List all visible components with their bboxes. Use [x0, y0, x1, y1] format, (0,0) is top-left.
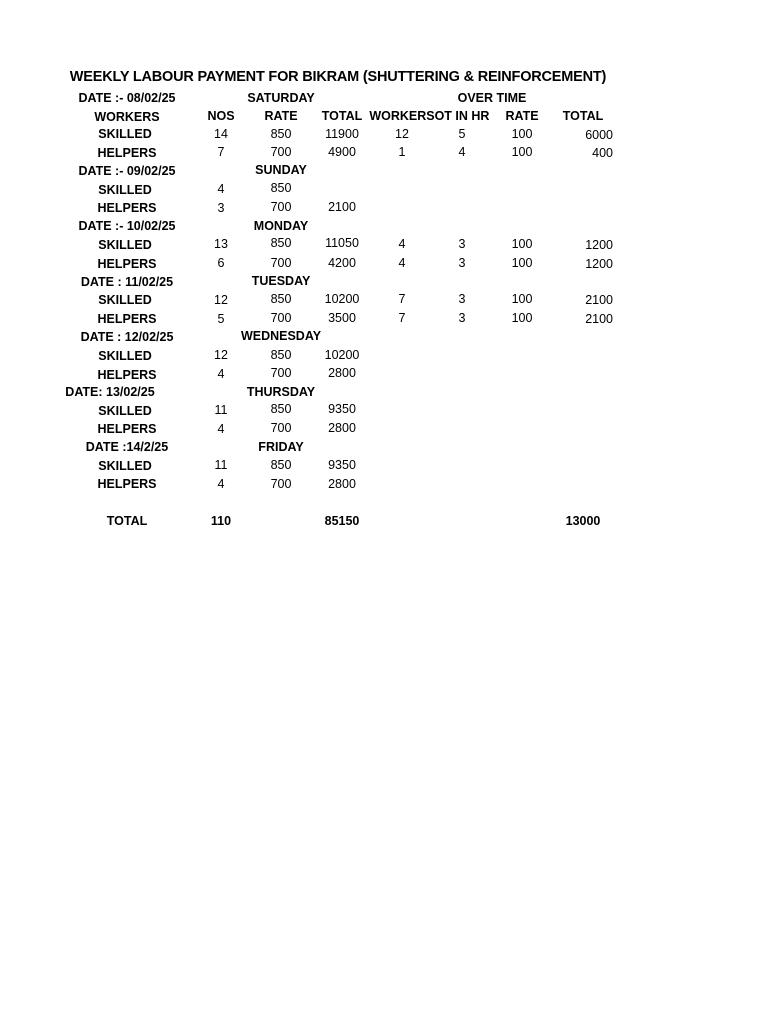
rate-cell: 700: [270, 145, 292, 159]
grand-total-ot: 13000: [565, 514, 601, 528]
ot-rate-cell: 100: [511, 311, 533, 325]
worker-type: HELPERS: [97, 201, 157, 215]
day-label-5: THURSDAY: [246, 385, 316, 399]
ot-rate-cell: 100: [511, 145, 533, 159]
worker-type: SKILLED: [98, 293, 152, 307]
worker-type: HELPERS: [97, 477, 157, 491]
ot-hr-cell: 4: [458, 145, 466, 159]
rate-cell: 850: [270, 458, 292, 472]
day-label-2: MONDAY: [253, 219, 309, 233]
total-cell: 11050: [325, 236, 359, 250]
ot-rate-cell: 100: [511, 127, 533, 141]
worker-type: HELPERS: [97, 146, 157, 160]
worker-type: SKILLED: [98, 349, 152, 363]
grand-total-nos: 110: [210, 514, 232, 528]
sheet-title: WEEKLY LABOUR PAYMENT FOR BIKRAM (SHUTTERING & REINFORCEMENT): [69, 69, 607, 85]
ot-total-cell: 1200: [585, 238, 613, 252]
ot-total-cell: 1200: [585, 257, 613, 271]
day-label-0: SATURDAY: [247, 91, 315, 105]
total-cell: 10200: [324, 292, 360, 306]
header-nos: NOS: [207, 109, 235, 123]
worker-type: SKILLED: [98, 183, 152, 197]
header-ot-in-hr: OT IN HR: [434, 109, 490, 123]
nos-cell: 4: [217, 422, 225, 436]
header-rate: RATE: [264, 109, 298, 123]
total-cell: 2800: [328, 477, 356, 491]
nos-cell: 14: [214, 127, 228, 141]
date-label-6: DATE :14/2/25: [85, 440, 169, 454]
day-label-6: FRIDAY: [258, 440, 304, 454]
worker-type: SKILLED: [98, 459, 152, 473]
header-ot-total: TOTAL: [562, 109, 604, 123]
rate-cell: 850: [270, 181, 292, 195]
rate-cell: 700: [270, 421, 292, 435]
date-label-3: DATE : 11/02/25: [80, 275, 174, 289]
nos-cell: 5: [217, 312, 225, 326]
rate-cell: 700: [270, 366, 292, 380]
worker-type: HELPERS: [97, 312, 157, 326]
grand-total-amount: 85150: [324, 514, 360, 528]
ot-rate-cell: 100: [511, 292, 533, 306]
ot-workers-cell: 4: [398, 256, 406, 270]
ot-hr-cell: 3: [458, 292, 466, 306]
total-cell: 4900: [328, 145, 356, 159]
ot-workers-cell: 7: [398, 311, 406, 325]
nos-cell: 12: [214, 293, 228, 307]
total-cell: 4200: [328, 256, 356, 270]
date-label-0: DATE :- 08/02/25: [78, 91, 176, 105]
header-total: TOTAL: [321, 109, 363, 123]
ot-hr-cell: 5: [458, 127, 466, 141]
nos-cell: 4: [217, 367, 225, 381]
header-ot-rate: RATE: [505, 109, 539, 123]
ot-workers-cell: 7: [398, 292, 406, 306]
ot-hr-cell: 3: [458, 311, 466, 325]
total-cell: 10200: [324, 348, 360, 362]
ot-hr-cell: 3: [458, 237, 466, 251]
nos-cell: 4: [217, 477, 225, 491]
nos-cell: 3: [217, 201, 225, 215]
header-ot-workers: WORKERS: [369, 109, 435, 123]
worker-type: SKILLED: [98, 238, 152, 252]
nos-cell: 12: [214, 348, 228, 362]
day-label-3: TUESDAY: [251, 274, 311, 288]
ot-hr-cell: 3: [458, 256, 466, 270]
worker-type: HELPERS: [97, 257, 157, 271]
worker-type: SKILLED: [98, 404, 152, 418]
nos-cell: 4: [217, 182, 225, 196]
day-label-4: WEDNESDAY: [240, 329, 322, 343]
nos-cell: 6: [217, 256, 225, 270]
total-cell: 2100: [328, 200, 356, 214]
ot-total-cell: 400: [592, 146, 613, 160]
worker-type: HELPERS: [97, 368, 157, 382]
grand-total-label: TOTAL: [106, 514, 148, 528]
worker-type: SKILLED: [98, 127, 152, 141]
ot-total-cell: 2100: [585, 312, 613, 326]
ot-total-cell: 6000: [585, 128, 613, 142]
header-workers: WORKERS: [94, 110, 160, 124]
total-cell: 3500: [328, 311, 356, 325]
nos-cell: 7: [217, 145, 225, 159]
ot-workers-cell: 1: [398, 145, 406, 159]
ot-workers-cell: 4: [398, 237, 406, 251]
ot-workers-cell: 12: [395, 127, 409, 141]
rate-cell: 700: [270, 477, 292, 491]
overtime-header: OVER TIME: [457, 91, 527, 105]
nos-cell: 11: [214, 458, 228, 472]
ot-total-cell: 2100: [585, 293, 613, 307]
day-label-1: SUNDAY: [255, 163, 307, 177]
rate-cell: 700: [270, 200, 292, 214]
total-cell: 9350: [328, 458, 356, 472]
date-label-2: DATE :- 10/02/25: [78, 219, 176, 233]
rate-cell: 850: [270, 127, 292, 141]
date-label-4: DATE : 12/02/25: [80, 330, 174, 344]
rate-cell: 700: [270, 256, 292, 270]
nos-cell: 13: [214, 237, 228, 251]
total-cell: 11900: [325, 127, 359, 141]
rate-cell: 850: [270, 292, 292, 306]
date-label-5: DATE: 13/02/25: [65, 385, 155, 399]
total-cell: 2800: [328, 421, 356, 435]
ot-rate-cell: 100: [511, 256, 533, 270]
rate-cell: 850: [270, 348, 292, 362]
rate-cell: 850: [270, 236, 292, 250]
worker-type: HELPERS: [97, 422, 157, 436]
rate-cell: 850: [270, 402, 292, 416]
date-label-1: DATE :- 09/02/25: [78, 164, 176, 178]
total-cell: 9350: [328, 402, 356, 416]
ot-rate-cell: 100: [511, 237, 533, 251]
total-cell: 2800: [328, 366, 356, 380]
nos-cell: 11: [214, 403, 228, 417]
rate-cell: 700: [270, 311, 292, 325]
